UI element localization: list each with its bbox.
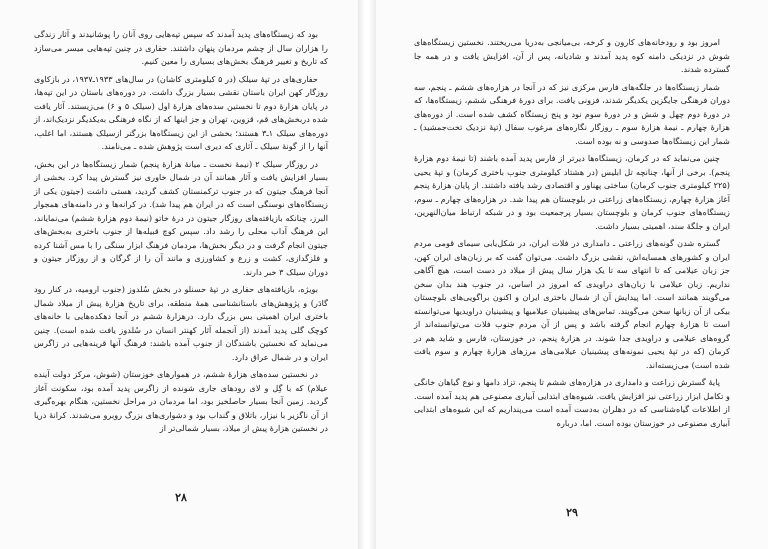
paragraph: گستره شدن گونه‌های زراعتی ـ دامداری در فلات ایران، در شکل‌یابی سیمای قومی مردم ایران و کشورهای همسایه‌اش، نقشی بزرگ داشت. می‌توان گفت که بر زبان‌های ایران کهن، جز زبان عیلامی که تا انتهای سه تا یک هزار سال پیش از میلاد در دست است، هیچ آگاهی نداریم. زبان عیلامی با زبان‌های دراویدی که امروز در اساس، در جنوب هند بدان سخن می‌گویند همانند است. اما پیدایش آن از شمال باختری ایران و اکنون براگویی‌های بلوچستان بیکی از آن زبانها سخن می‌گویند. تماس‌های پیشینیان عیلامیها و پیشینیان دراویدیها می‌توانسته است تا هزارهٔ چهارم انجام گرفته باشد و پس از آن مردم جنوب فلات می‌توانسته‌اند از گروه‌های عیلامی و دراویدی جدا شوند. در هزارهٔ پنجم، در خوزستان، فارس و شاید هم در کرمان (که در تپهٔ یحیی نمونه‌های پیشینیان عیلامی‌های مرزهای هزارهٔ چهارم و سوم یافت شده است) می‌زیسته‌اند.: [414, 238, 730, 370]
page-number: ۲۹: [566, 506, 578, 519]
page-number: ۲۸: [175, 491, 187, 504]
paragraph: در نخستین سده‌های هزارهٔ ششم، در هموارهای خوزستان (شوش، مرکز دولت آینده عیلام) که با گِل و لای رودهای جاری شونده از زاگرس پدید آمده بود، سکونت آغاز گردید. زمین آنجا بسیار حاصلخیز بود، اما مردمان در مراحل نخستین، هنگام بهره‌گیری از آن ناگزیر با نیزار، باتلاق و گنداب بود و دشواری‌های بزرگ روبرو می‌شدند. کرانهٔ دریا در نخستین هزارهٔ پیش از میلاد، بسیار شمالی‌تر از: [34, 369, 328, 433]
paragraph: پایهٔ گسترش زراعت و دامداری در هزاره‌های ششم تا پنجم، تزاد دامها و نوع گیاهان خانگی و تکامل ابزار زراعتی نیز افزایش یافت. شیوه‌های ابتدایی آبیاری مصنوعی هم پدید آمده است. از اطلاعات گیاه‌شناسی که در دهلران به‌دست آمده است می‌پنداریم که این شیوه‌های ابتدایی آبیاری مصنوعی در خوزستان بوده است. اما، درباره: [414, 377, 730, 428]
paragraph: امروز بود و رودخانه‌های کارون و کرخه، بی‌میانجی به‌دریا می‌ریختند. نخستین زیستگاه‌های شوش در نزدیکی دامنه کوه پدید آمدند و شادیانه، پس از آن، افزایش یافت و در همه جا گسترده شدند.: [414, 37, 730, 74]
left-page-body: [34, 28, 328, 440]
book-gutter: [358, 0, 376, 549]
paragraph: حفاری‌های در تپهٔ سیلک (در ۵ کیلومتری کاشان) در سال‌های ۱۹۳۳ـ۱۹۳۷، در بازکاوی روزگار کهن ایران باستان نقشی بسیار بزرگ داشت. در دوره‌های باستان در این تپه‌ها، در پایان هزارهٔ دوم تا نخستین سده‌های هزارهٔ اول (سیلک ۵ و ۶) می‌زیستند. آثار یافت شده دربخش‌های قم، قزوین، تهران و جز اینها که از نگاه فرهنگی به‌یکدیگر نزدیک‌اند، از دوره‌های سیلک ۱ـ۳ هستند؛ بخشی از این زیستگاه‌ها بزرگتر ازسیلک هستند، اما اغلب، آنها را از گونهٔ سیلک ـ آثاری که دیری است پژوهش شده ـ می‌نامند.: [34, 73, 329, 151]
paragraph: بویژه، بازیافته‌های حفاری در تپهٔ حسنلو در بخش سُلدوز (جنوب ارومیه، در کنار رود گادَر) و پژوهش‌های باستانشناسی همهٔ منطقه، برای تاریخ هزارهٔ پیش از میلاد شمال باختری ایران اهمیتی بس بزرگ دارد. درهزارهٔ ششم در آنجا دهکده‌هایی با خانه‌های کوچک گلی پدید آمدند (از آنجمله آثار کهنتر انسان در سُلدوز یافت شده است). چنین می‌نماید که نخستین باشندگان از جنوب آمده باشند: فرهنگ آنها قرینه‌هایی در زاگرس ایران و در شمال عراق دارد.: [34, 284, 328, 362]
paragraph: شمار زیستگاه‌ها در جلگه‌های فارس مرکزی نیز که در آنجا در هزاره‌های ششم ـ پنجم، سه دوران فرهنگی جایگزین یکدیگر شدند، فزونی یافت. برای دورهٔ فرهنگی ششم، زیستگاه‌ها، که در دورهٔ دوم چهل و شش و در دورهٔ سوم نود و پنج زیستگاه کشف شده است. از دوره‌های هزارهٔ چهارم ـ نیمهٔ هزارهٔ سوم ـ روزگار نگاره‌های مرغوب سفال (تپهٔ نزدیک تخت‌جمشید) ـ شمار این زیستگاه‌ها صدوسی و نه بوده است.: [414, 81, 730, 146]
paragraph: بود که زیستگاه‌های پدید آمدند که سپس تپه‌هایی روی آنان را پوشانیدند و آثار زندگی را هزاران سال از چشم مردمان پنهان داشتند. حفاری در چنین تپه‌هایی میسر می‌سازد که تاریخ و تغییر فرهنگ بخش‌های بسیاری را معین کنیم.: [34, 29, 328, 66]
left-page: [0, 0, 358, 549]
paragraph: چنین می‌نماید که در کرمان، زیستگاه‌ها دیرتر از فارس پدید آمده باشند (تا نیمهٔ دوم هزارهٔ پنجم). برخی از آنها، چنانچه تل ابلیس (در هشتاد کیلومتری جنوب باختری کرمان) و تپهٔ یحیی (۲۲۵ کیلومتری جنوب کرمان) ساختی پهناور و اقتصادی رشد یافته داشتند. از پایان هزارهٔ پنجم آغاز هزارهٔ چهارم، زیستگاه‌های زراعتی در بلوچستان هم پیدا شد. در هزاره‌های چهارم ـ سوم، زیستگاه‌های جنوب کرمان و بلوچستان بسیار پرجمعیت بود و در شبکه ارتباط میان‌النهرین، ایران و جلگهٔ سند، اهمیتی بسیار داشت.: [414, 153, 730, 231]
paragraph: در روزگار سیلک ۲ (نیمهٔ نخست ـ میانهٔ هزارهٔ پنجم) شمار زیستگاه‌ها در این بخش، بسیار افزایش یافت و آثار همانند آن در شمال خاوری نیز گسترش پیدا کرد. بخشی از آنجا فرهنگ جیتون که در جنوب ترکمنستان کشف گردید، هستی داشت (جیتون یکی از زیستگاه‌های نوسنگی است که در ایران هم پیدا شد). در کرانه‌ها و در دامنه‌های همجوار البرز، چنانکه بازیافته‌های روزگار جیتون در درهٔ خاتو (نیمهٔ دوم هزارهٔ ششم) می‌نمایاند، این فرهنگ آداب محلی را رشد داد. سپس کوچ قبیله‌ها از جنوب باختری به‌بخش‌های جیتون انجام گرفت و در دیگر بخش‌ها، مردمان فرهنگ ابزار سنگی را با مس آشنا کرده و فلزگدازی، کشت و زرع و کشاورزی و مانند آن را از گرگان و از روزگار جیتون و دوران سیلک ۳ خبر دارند.: [34, 158, 328, 277]
right-page: [376, 0, 768, 549]
right-page-body: [414, 36, 730, 434]
